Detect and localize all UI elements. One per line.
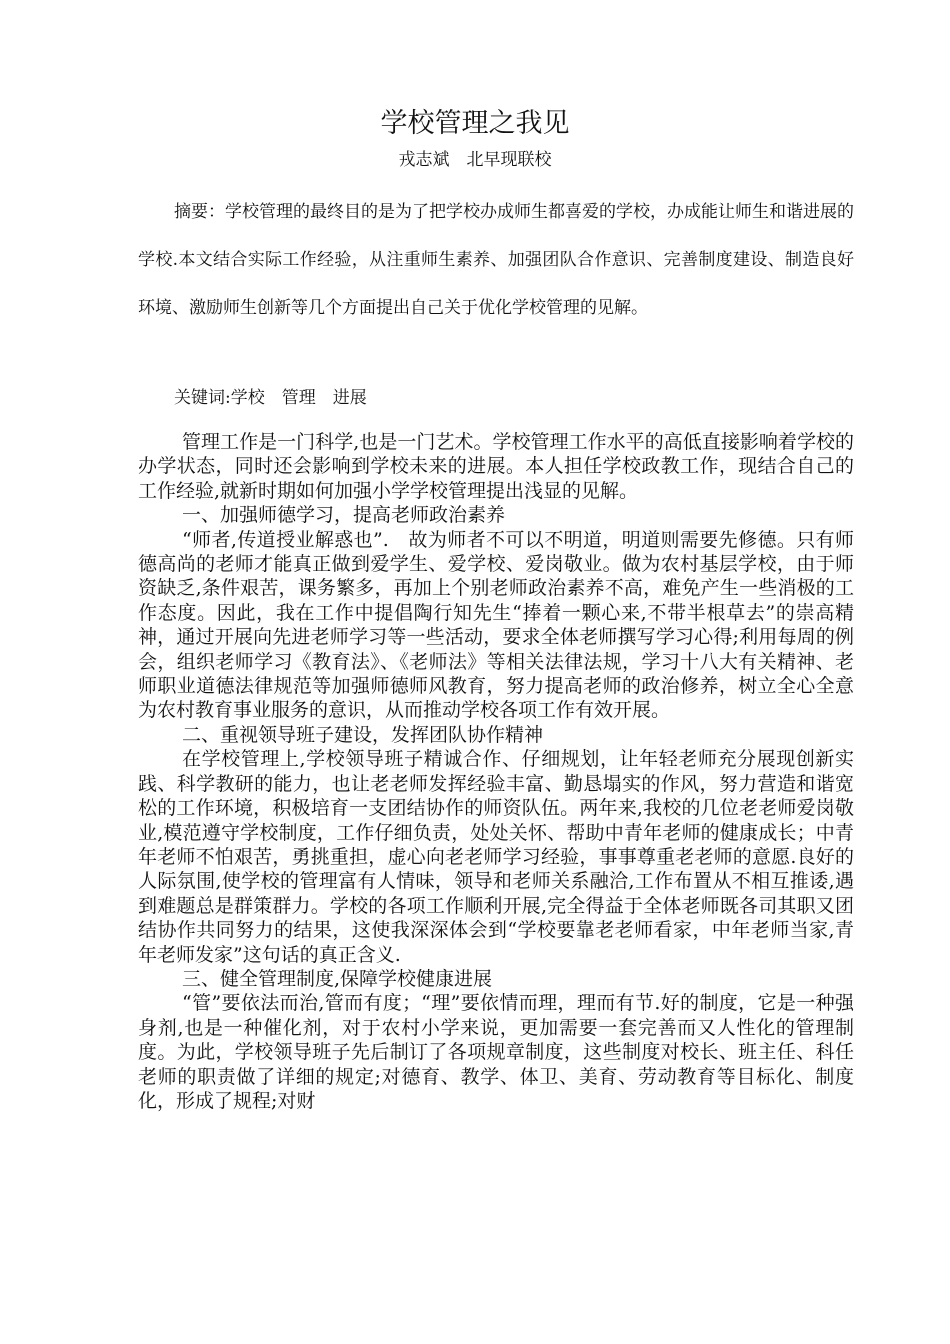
section-heading: 二、重视领导班子建设，发挥团队协作精神	[182, 723, 544, 746]
body-paragraph: “管”要依法而治,管而有度；“理”要依情而理，理而有节.好的制度，它是一种强身剂,也是一种催化剂，对于农村小学来说，更加需要一套完善而又人性化的管理制度。为此，学校领导班子先后制订了各项规章制度，这些制度对校长、班主任、科任老师的职责做了详细的规定;对德育、教学、体卫、美育、劳动教育等目标化、制度化，形成了规程;对财	[138, 992, 854, 1112]
body-text	[138, 430, 854, 1113]
section-heading: 三、健全管理制度,保障学校健康进展	[182, 967, 493, 990]
document-title: 学校管理之我见	[380, 108, 570, 139]
section-heading: 一、加强师德学习，提高老师政治素养	[182, 504, 506, 527]
keywords: 关键词:学校 管理 进展	[174, 388, 367, 408]
abstract: 摘要：学校管理的最终目的是为了把学校办成师生都喜爱的学校，办成能让师生和谐进展的学校.本文结合实际工作经验，从注重师生素养、加强团队合作意识、完善制度建设、制造良好环境、激励师生创新等几个方面提出自己关于优化学校管理的见解。	[138, 202, 854, 318]
body-paragraph: 在学校管理上,学校领导班子精诚合作、仔细规划，让年轻老师充分展现创新实践、科学教研的能力，也让老老师发挥经验丰富、勤恳塌实的作风，努力营造和谐宽松的工作环境，积极培育一支团结协作的师资队伍。两年来,我校的几位老老师爱岗敬业,模范遵守学校制度，工作仔细负责，处处关怀、帮助中青年老师的健康成长；中青年老师不怕艰苦，勇挑重担，虚心向老老师学习经验，事事尊重老老师的意愿.良好的人际氛围,使学校的管理富有人情味，领导和老师关系融洽,工作布置从不相互推诿,遇到难题总是群策群力。学校的各项工作顺利开展,完全得益于全体老师既各司其职又团结协作共同努力的结果，这使我深深体会到“学校要靠老老师看家，中年老师当家,青年老师发家”这句话的真正含义.	[138, 748, 854, 966]
body-paragraph: 管理工作是一门科学,也是一门艺术。学校管理工作水平的高低直接影响着学校的办学状态，同时还会影响到学校未来的进展。本人担任学校政教工作，现结合自己的工作经验,就新时期如何加强小学学校管理提出浅显的见解。	[138, 431, 854, 502]
body-paragraph: “师者,传道授业解惑也”. 故为师者不可以不明道，明道则需要先修德。只有师德高尚的老师才能真正做到爱学生、爱学校、爱岗敬业。做为农村基层学校，由于师资缺乏,条件艰苦，课务繁多，再加上个别老师政治素养不高，难免产生一些消极的工作态度。因此，我在工作中提倡陶行知先生“捧着一颗心来,不带半根草去”的崇高精神，通过开展向先进老师学习等一些活动，要求全体老师撰写学习心得;利用每周的例会，组织老师学习《教育法》、《老师法》等相关法律法规，学习十八大有关精神、老师职业道德法律规范等加强师德师风教育，努力提高老师的政治修养，树立全心全意为农村教育事业服务的意识，从而推动学校各项工作有效开展。	[138, 528, 854, 722]
author-line: 戎志斌 北早现联校	[398, 150, 552, 170]
